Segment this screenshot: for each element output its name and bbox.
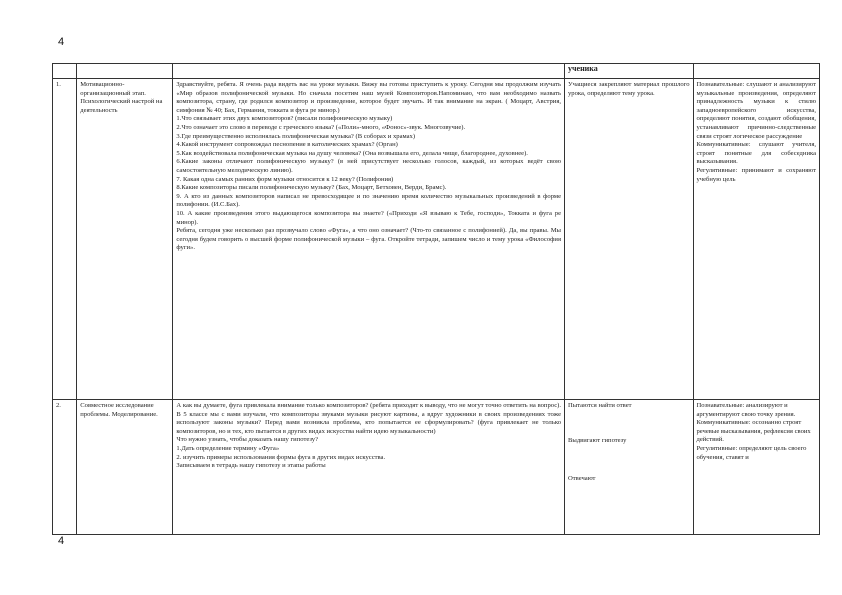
- students-activity-cell: [565, 79, 694, 400]
- teacher-question: 10. А какие произведения этого выдающегося композитора вы знаете? («Приходи «Я взываю к Тебе, господи», Токката и фуга ре минор).: [176, 209, 561, 226]
- row-number: 2.: [53, 400, 77, 535]
- students-text: Учащиеся закрепляют материал прошлого урока, определяют тему урока.: [568, 81, 690, 97]
- teacher-question: 3.Где преимущественно исполнялась полифоническая музыка? (В соборах и храмах): [176, 132, 416, 140]
- students-activity-cell: [565, 400, 694, 535]
- teacher-question: 5.Как воздействовала полифоническая музыка на душу человека? (Она возвышала его, делала чище, благороднее, духовнее).: [176, 149, 528, 157]
- teacher-question: 6.Какие законы отличают полифоническую музыку? (в ней присутствует несколько голосов, каждый, из которых ведёт свою самостоятельную мелодическую линию).: [176, 158, 561, 174]
- students-text: Пытаются найти ответ: [568, 402, 632, 409]
- teacher-paragraph: Записываем в тетрадь нашу гипотезу и этапы работы: [176, 462, 326, 470]
- row-number: 1.: [53, 79, 77, 400]
- uud-cell: [693, 400, 820, 535]
- teacher-question: 2.Что означает это слово в переводе с греческого языка? («Поли»-много, «Фонос»-звук. Многозвучие).: [176, 123, 466, 131]
- lesson-table: [52, 63, 820, 535]
- teacher-paragraph: Здравствуйте, ребята. Я очень рада видеть вас на уроке музыки. Вижу вы готовы приступить к уроку. Сегодня мы продолжим изучать «Мир образов полифонической музыки. Но сначала посетим наш музей Композиторов.Напоминаю, что вам необходимо назвать композитора, страну, где родился композитор и произведение, которое будет звучать. И так внимание на экран. ( Моцарт, Австрия, симфония № 40; Бах, Германия, токката и фуга ре минор.): [176, 81, 561, 114]
- students-text: Выдвигают гипотезу: [568, 436, 627, 444]
- teacher-paragraph: Что нужно узнать, чтобы доказать нашу гипотезу?: [176, 436, 319, 444]
- header-cell-students: ученика: [565, 64, 694, 79]
- uud-cognitive: Познавательные: анализируют и аргументируют свою точку зрения.: [696, 402, 796, 418]
- header-cell-teacher: [173, 64, 565, 79]
- uud-regulatory: Регулятивные: определяют цель своего обучения, ставят и: [696, 444, 807, 461]
- uud-cognitive: Познавательные: слушают и анализируют музыкальные произведения, определяют принадлежность музыки к стилю западноевропейского искусства, определяют понятия, создают обобщения, устанавливают причинно-следственные связи строят логическое рассуждение: [696, 81, 816, 140]
- stage-cell: Совместное исследование проблемы. Моделирование.: [77, 400, 173, 535]
- teacher-paragraph: 2. изучить примеры использования формы фуга в других видах искусства.: [176, 453, 386, 461]
- teacher-question: 7. Какая одна самых ранних форм музыки относится к 12 веку? (Полифония): [176, 175, 394, 183]
- teacher-paragraph: 1.Дать определение термину «Фуга»: [176, 444, 280, 452]
- uud-communicative: Коммуникативные: осознанно строят речевые высказывания, рефлексия своих действий.: [696, 419, 811, 444]
- teacher-paragraph: Ребята, сегодня уже несколько раз прозвучало слово «Фуга», а что оно означает? (Что-то связанное с полифонией). Да, вы правы. Мы сегодня будем говорить о высшей форме полифонической музыки – фуга. Откройте тетради, запишем число и тему урока «Философия фуги».: [176, 227, 561, 252]
- teacher-paragraph: А как вы думаете, фуга привлекала внимание только композиторов? (ребята приходят к выводу, что не могут точно ответить на вопрос). В 5 классе мы с вами изучали, что композиторы звуками музыки рисуют картины, а вдруг художники в своих произведениях тоже используют законы музыки? Перед вами возникла проблема, кто попытается ее сформулировать? (фуга привлекает не только композиторов, но и тех, кто пытается в других видах искусства найти идею музыкальности): [176, 402, 561, 435]
- page-number-bottom: 4: [58, 535, 65, 547]
- teacher-question: 4.Какой инструмент сопровождал песнопение в католических храмах? (Орган): [176, 141, 398, 149]
- teacher-question: 9. А кто из данных композиторов написал не превосходящее и по значению время количество музыкальных произведений в форме полифонии. (И.С.Бах).: [176, 192, 561, 209]
- table-header-row: [53, 64, 820, 79]
- teacher-activity-cell: [173, 79, 565, 400]
- uud-regulatory: Регулятивные: принимают и сохраняют учебную цель: [696, 166, 816, 183]
- table-row: [53, 400, 820, 535]
- table-row: [53, 79, 820, 400]
- header-cell-stage: [77, 64, 173, 79]
- teacher-activity-cell: [173, 400, 565, 535]
- teacher-question: 8.Какие композиторы писали полифоническую музыку? (Бах, Моцарт, Бетховен, Верди, Брамс).: [176, 184, 447, 192]
- uud-cell: [693, 79, 820, 400]
- page-number-top: 4: [58, 36, 65, 48]
- teacher-question: 1.Что связывает этих двух композиторов? (писали полифоническую музыку): [176, 115, 393, 123]
- stage-cell: Мотивационно-организационный этап. Психологический настрой на деятельность: [77, 79, 173, 400]
- uud-communicative: Коммуникативные: слушают учителя, строят понятные для собеседника высказывания.: [696, 141, 816, 166]
- header-cell-num: [53, 64, 77, 79]
- students-text: Отвечают: [568, 475, 596, 483]
- header-cell-uud: [693, 64, 820, 79]
